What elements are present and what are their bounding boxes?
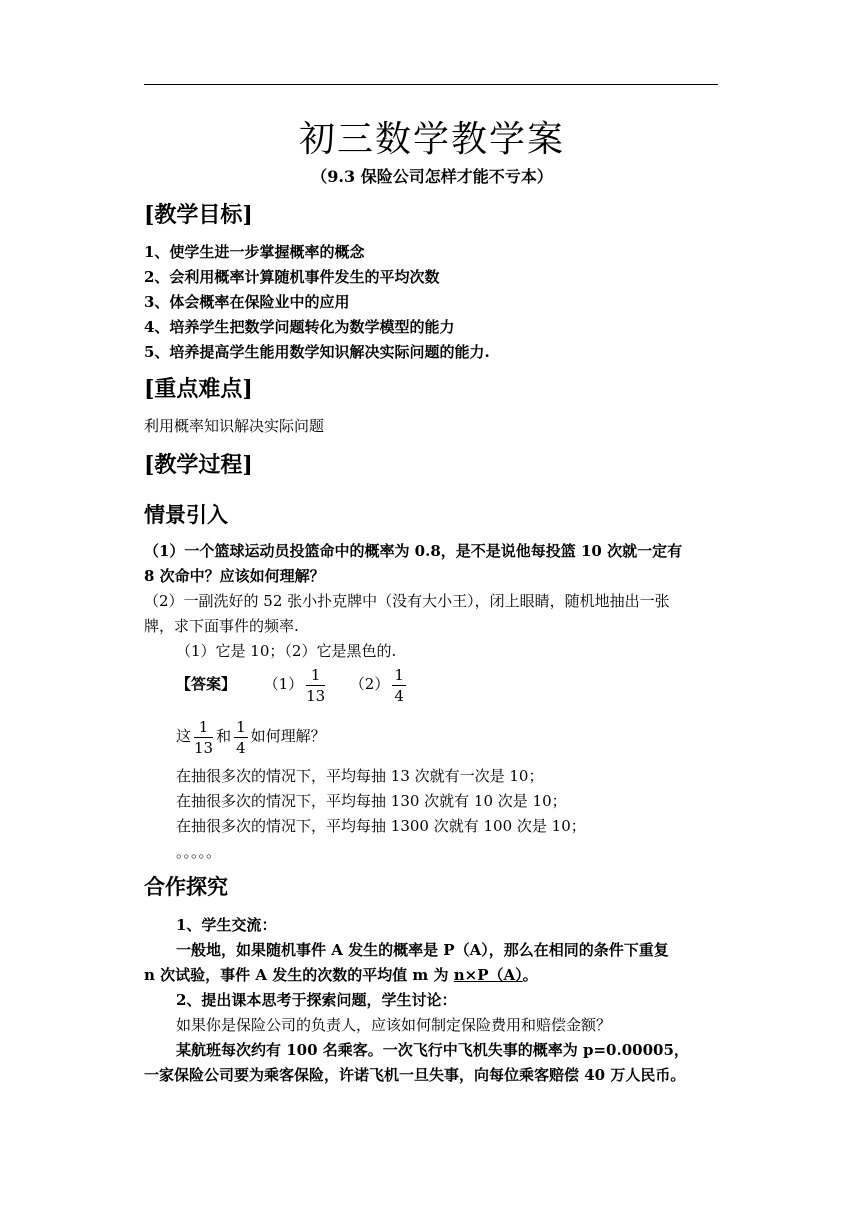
question-mid: 和 bbox=[216, 727, 232, 745]
goal-item: 2、会利用概率计算随机事件发生的平均次数 bbox=[144, 268, 440, 286]
question-post: 如何理解？ bbox=[250, 727, 326, 745]
fraction-1-13 bbox=[194, 717, 213, 758]
answer-line bbox=[176, 662, 409, 706]
coop-problem-line2: 一家保险公司要为乘客保险，许诺飞机一旦失事，向每位乘客赔偿 40 万人民币。 bbox=[144, 1066, 686, 1084]
fraction-numerator: 1 bbox=[306, 665, 325, 686]
coop-para1-line1: 一般地，如果随机事件 A 发生的概率是 P（A），那么在相同的条件下重复 bbox=[176, 941, 669, 959]
goals-heading: [教学目标] bbox=[144, 202, 253, 228]
explain-line: 在抽很多次的情况下，平均每抽 13 次就有一次是 10； bbox=[176, 767, 544, 785]
page-subtitle: （9.3 保险公司怎样才能不亏本） bbox=[311, 167, 553, 186]
coop-question: 如果你是保险公司的负责人，应该如何制定保险费用和赔偿金额？ bbox=[176, 1016, 612, 1034]
coop-para1-line2 bbox=[144, 963, 538, 987]
fraction-numerator: 1 bbox=[194, 717, 213, 738]
intro-heading: 情景引入 bbox=[144, 503, 228, 527]
fraction-numerator: 1 bbox=[236, 717, 246, 736]
intro-q2-line1: （2）一副洗好的 52 张小扑克牌中（没有大小王），闭上眼睛，随机地抽出一张 bbox=[144, 592, 670, 610]
fraction-denominator: 13 bbox=[306, 686, 326, 705]
explain-line: 在抽很多次的情况下，平均每抽 130 次就有 10 次是 10； bbox=[176, 792, 567, 810]
answer-2-label: （2） bbox=[349, 675, 390, 693]
para1-text: n 次试验，事件 A 发生的次数的平均值 m 为 bbox=[144, 966, 454, 984]
goal-item: 5、培养提高学生能用数学知识解决实际问题的能力. bbox=[144, 343, 490, 361]
intro-q1-line1: （1）一个篮球运动员投篮命中的概率为 0.8，是不是说他每投篮 10 次就一定有 bbox=[144, 542, 683, 560]
goal-item: 1、使学生进一步掌握概率的概念 bbox=[144, 243, 365, 261]
coop-problem-line1: 某航班每次约有 100 名乘客。一次飞行中飞机失事的概率为 p=0.00005， bbox=[176, 1041, 689, 1059]
fraction-denominator: 13 bbox=[194, 738, 214, 757]
para1-end: 。 bbox=[522, 966, 538, 984]
goal-item: 3、体会概率在保险业中的应用 bbox=[144, 293, 350, 311]
key-points-text: 利用概率知识解决实际问题 bbox=[144, 417, 325, 435]
header-rule bbox=[144, 84, 718, 85]
answer-label: 【答案】 bbox=[176, 675, 237, 693]
key-points-heading: [重点难点] bbox=[144, 376, 253, 402]
fraction-denominator: 4 bbox=[394, 686, 404, 705]
goal-item: 4、培养学生把数学问题转化为数学模型的能力 bbox=[144, 318, 455, 336]
answer-1-label: （1） bbox=[263, 675, 304, 693]
page-title: 初三数学教学案 bbox=[298, 119, 565, 160]
intro-q2-line2: 牌，求下面事件的频率. bbox=[144, 617, 299, 635]
question-pre: 这 bbox=[176, 727, 192, 745]
question-line bbox=[176, 714, 326, 758]
process-heading: [教学过程] bbox=[144, 452, 253, 478]
ellipsis: 。。。。。 bbox=[176, 843, 222, 861]
para1-formula: n×P（A） bbox=[453, 966, 523, 984]
coop-item2: 2、提出课本思考于探索问题，学生讨论： bbox=[176, 991, 457, 1009]
fraction-1-13 bbox=[306, 665, 325, 706]
fraction-numerator: 1 bbox=[394, 665, 404, 684]
coop-heading: 合作探究 bbox=[144, 875, 228, 899]
intro-q1-line2: 8 次命中？应该如何理解？ bbox=[144, 567, 325, 585]
fraction-denominator: 4 bbox=[236, 738, 246, 757]
explain-line: 在抽很多次的情况下，平均每抽 1300 次就有 100 次是 10； bbox=[176, 817, 586, 835]
fraction-1-4 bbox=[392, 665, 406, 706]
fraction-1-4 bbox=[234, 717, 248, 758]
coop-item1: 1、学生交流： bbox=[176, 916, 277, 934]
intro-q2-sub: （1）它是 10；（2）它是黑色的. bbox=[176, 642, 397, 660]
